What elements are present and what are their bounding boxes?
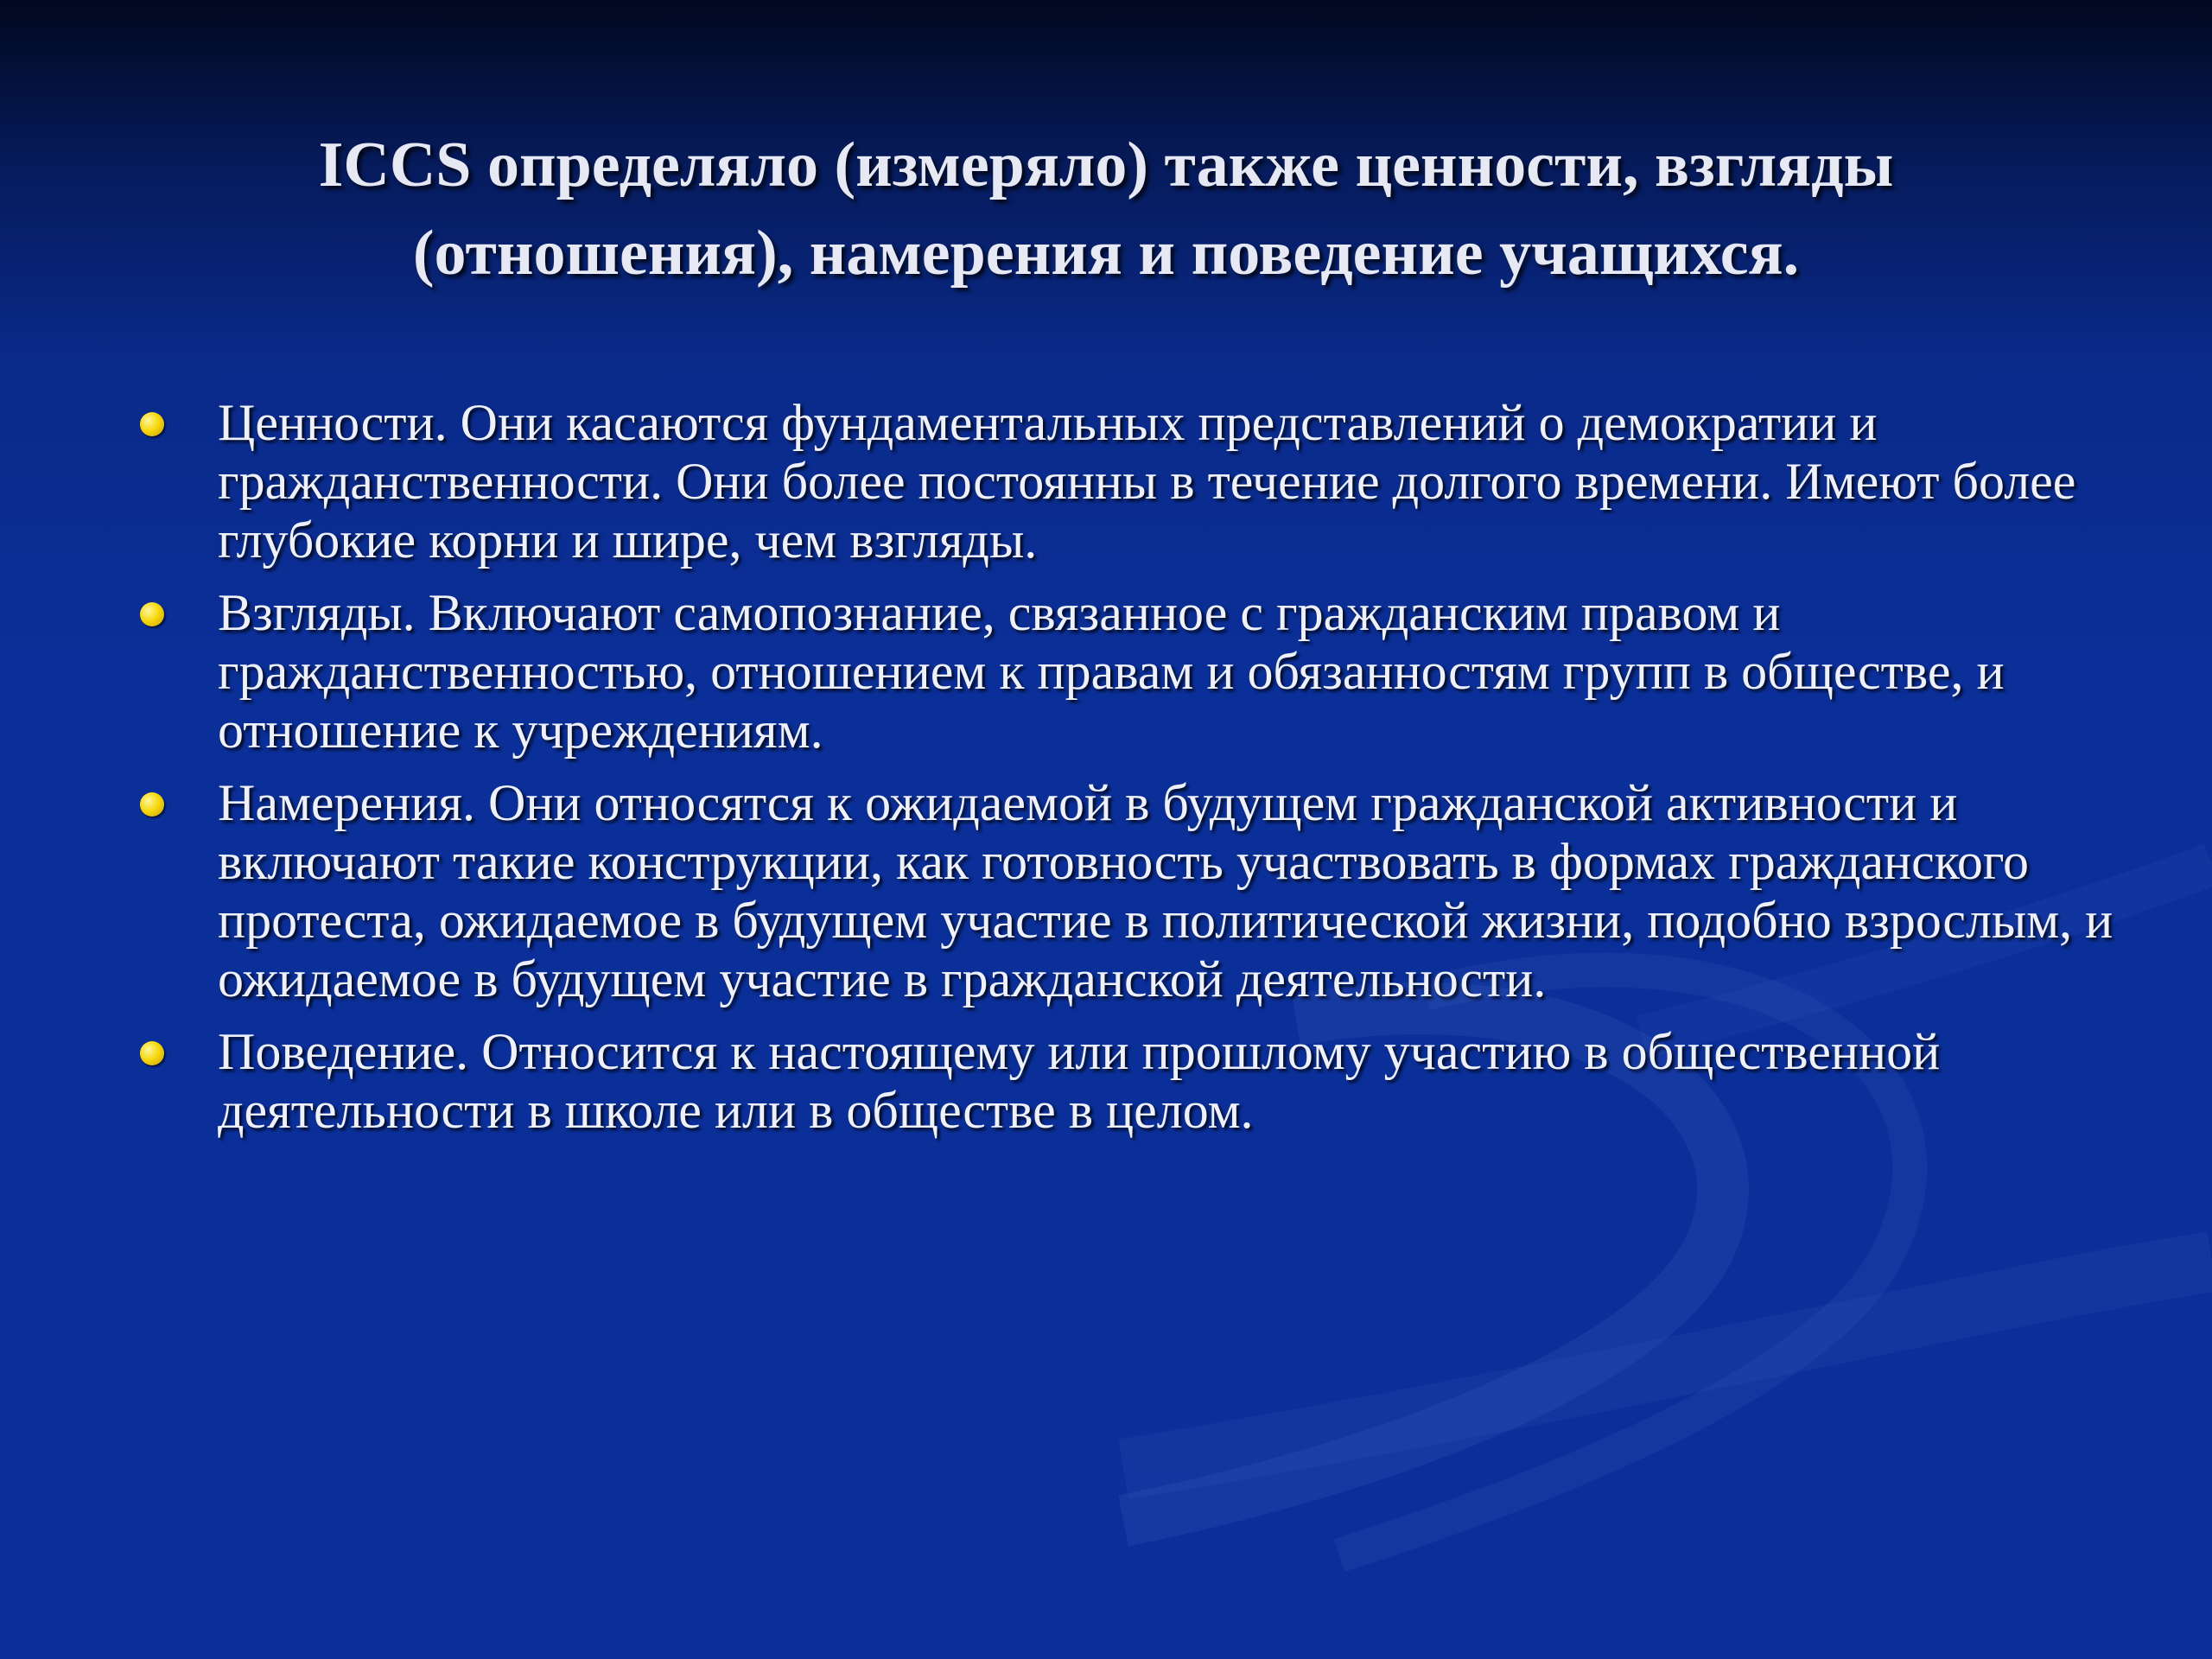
bullet-dot-icon (140, 412, 164, 436)
bullet-item-values (130, 393, 2117, 569)
bullet-text: Поведение. Относится к настоящему или прошлому участию в общественной деятельности в школе или в обществе в целом. (218, 1023, 1941, 1139)
bullet-text: Намерения. Они относятся к ожидаемой в будущем гражданской активности и включают такие конструкции, как готовность участвовать в формах гражданского протеста, ожидаемое в будущем участие в политической жизни, подобно взрослым, и ожидаемое в будущем участие в гражданской деятельности. (218, 774, 2113, 1007)
bullet-item-intentions (130, 773, 2117, 1008)
bullet-list (130, 393, 2117, 1154)
bullet-text: Взгляды. Включают самопознание, связанное с гражданским правом и гражданственностью, отношением к правам и обязанностям групп в обществе, и отношение к учреждениям. (218, 584, 2005, 759)
bullet-item-views (130, 583, 2117, 760)
bullet-item-behavior (130, 1022, 2117, 1140)
bullet-dot-icon (140, 602, 164, 626)
bullet-dot-icon (140, 1041, 164, 1065)
bullet-dot-icon (140, 792, 164, 817)
bullet-text: Ценности. Они касаются фундаментальных представлений о демократии и гражданственности. Они более постоянны в течение долгого времени. Имеют более глубокие корни и шире, чем взгляды. (218, 394, 2076, 569)
slide-title: ICCS определяло (измеряло) также ценности, взгляды (отношения), намерения и поведение учащихся. (318, 130, 1894, 289)
